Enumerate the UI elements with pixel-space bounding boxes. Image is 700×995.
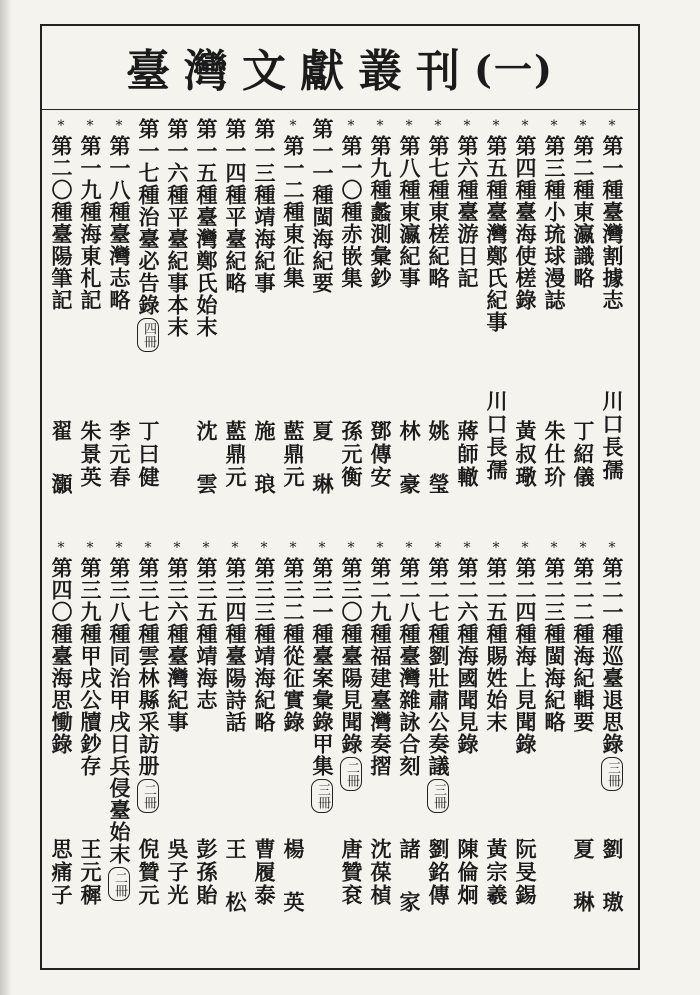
catalog-entry (394, 118, 424, 533)
volume-count-note: 三冊 (311, 779, 333, 813)
catalog-entry (220, 540, 250, 960)
entry-title: *第四〇種臺海思慟錄 (49, 540, 74, 755)
catalog-entry (220, 118, 250, 533)
catalog-entry (75, 118, 105, 533)
entry-author: 沈雲 (194, 420, 219, 526)
entry-author: 林豪 (397, 420, 422, 526)
title-text: 臺灣文獻叢刊 (126, 45, 475, 97)
entry-title: *第二八種臺灣雜詠合刻 (397, 540, 422, 777)
entry-title: *第二種東瀛識略 (571, 118, 596, 289)
entry-title: 第一一種閩海紀要 (310, 118, 335, 294)
entry-author: 沈葆楨 (368, 838, 393, 907)
catalog-entry (365, 540, 395, 960)
catalog-entry (423, 540, 453, 960)
entry-author: 川口長孺 (484, 390, 509, 482)
entry-author: 翟灝 (49, 420, 74, 526)
entry-title: *第二一種巡臺退思錄 (600, 540, 625, 755)
entry-title: *第三六種臺灣紀事 (165, 540, 190, 733)
entry-title: *第八種東瀛紀事 (397, 118, 422, 289)
entry-title: *第二三種閩海紀略 (542, 540, 567, 733)
entry-author: 彭孫貽 (194, 838, 219, 907)
entry-title: *第二二種海紀輯要 (571, 540, 596, 733)
catalog-entry (336, 118, 366, 533)
volume-count-note: 四冊 (137, 318, 159, 352)
catalog-entry (568, 540, 598, 960)
entry-title: *第一二種東征集 (281, 118, 306, 289)
catalog-entry (510, 540, 540, 960)
catalog-entry (278, 540, 308, 960)
catalog-entry (162, 540, 192, 960)
entry-title: *第四種臺海使槎錄 (513, 118, 538, 311)
entry-title: 第一四種平臺紀略 (223, 118, 248, 294)
entry-title: 第一七種治臺必告錄 (136, 118, 161, 316)
upper-list (40, 118, 640, 533)
entry-title: *第三七種雲林縣采訪册 (136, 540, 161, 777)
entry-title: *第六種臺游日記 (455, 118, 480, 289)
entry-title: *第三種小琉球漫誌 (542, 118, 567, 311)
entry-author: 姚瑩 (426, 420, 451, 526)
catalog-entry (568, 118, 598, 533)
entry-author: 楊英 (281, 838, 306, 944)
entry-author: 朱景英 (78, 420, 103, 489)
entry-author: 施琅 (252, 420, 277, 526)
catalog-entry (336, 540, 366, 960)
catalog-entry (104, 540, 134, 960)
entry-title: *第二七種劉壯肅公奏議 (426, 540, 451, 777)
catalog-entry (365, 118, 395, 533)
entry-author: 藍鼎元 (281, 420, 306, 489)
entry-title: *第三一種臺案彙錄甲集 (310, 540, 335, 777)
catalog-entry (539, 540, 569, 960)
catalog-entry (162, 118, 192, 533)
entry-author: 陳倫炯 (455, 838, 480, 907)
catalog-entry (278, 118, 308, 533)
entry-author: 孫元衡 (339, 420, 364, 489)
entry-title: *第三九種甲戌公牘鈔存 (78, 540, 103, 777)
catalog-entry (597, 118, 627, 533)
entry-author: 劉銘傳 (426, 838, 451, 907)
entry-author: 朱仕玠 (542, 420, 567, 489)
catalog-entry (452, 118, 482, 533)
entry-author: 鄧傳安 (368, 420, 393, 489)
entry-author: 丁紹儀 (571, 420, 596, 489)
entry-title: *第二六種海國聞見錄 (455, 540, 480, 755)
entry-author: 劉璈 (600, 838, 625, 944)
catalog-entry (394, 540, 424, 960)
catalog-entry (539, 118, 569, 533)
catalog-entry (46, 540, 76, 960)
entry-author: 思痛子 (49, 838, 74, 907)
entry-title: *第九種蠡測彙鈔 (368, 118, 393, 289)
volume-count-note: 二冊 (108, 867, 130, 901)
catalog-entry (133, 118, 163, 533)
entry-author: 蔣師轍 (455, 420, 480, 489)
catalog-entry (597, 540, 627, 960)
volume-number: (一) (474, 47, 554, 92)
volume-count-note: 三冊 (601, 757, 623, 791)
volume-count-note: 三冊 (427, 779, 449, 813)
entry-title: *第三二種從征實錄 (281, 540, 306, 733)
volume-count-note: 二冊 (137, 779, 159, 813)
catalog-entry (481, 118, 511, 533)
entry-title: *第三〇種臺陽見聞錄 (339, 540, 364, 755)
catalog-entry (46, 118, 76, 533)
entry-author: 黃叔璥 (513, 420, 538, 489)
catalog-entry (191, 540, 221, 960)
catalog-entry (423, 118, 453, 533)
entry-author: 王松 (223, 838, 248, 944)
catalog-entry (133, 540, 163, 960)
catalog-entry (249, 118, 279, 533)
volume-count-note: 二冊 (340, 757, 362, 791)
entry-title: *第七種東槎紀略 (426, 118, 451, 289)
entry-title: *第二五種賜姓始末 (484, 540, 509, 733)
entry-author: 李元春 (107, 420, 132, 489)
entry-author: 阮旻錫 (513, 838, 538, 907)
entry-title: *第三四種臺陽詩話 (223, 540, 248, 733)
entry-author: 夏琳 (571, 838, 596, 944)
catalog-entry (307, 540, 337, 960)
entry-title: *第五種臺灣鄭氏紀事 (484, 118, 509, 333)
entry-title: *第一九種海東札記 (78, 118, 103, 311)
page-title (40, 24, 640, 110)
entry-title: *第二九種福建臺灣奏摺 (368, 540, 393, 777)
entry-title: *第三八種同治甲戌日兵侵臺始末 (107, 540, 132, 865)
entry-author: 王元穉 (78, 838, 103, 907)
entry-author: 川口長孺 (600, 390, 625, 482)
catalog-entry (452, 540, 482, 960)
catalog-entry (481, 540, 511, 960)
catalog-entry (510, 118, 540, 533)
catalog-entry (75, 540, 105, 960)
binding-shadow (0, 0, 12, 995)
lower-list (40, 540, 640, 960)
entry-author: 藍鼎元 (223, 420, 248, 489)
entry-title: *第二四種海上見聞錄 (513, 540, 538, 755)
entry-author: 唐贊袞 (339, 838, 364, 907)
catalog-entry (307, 118, 337, 533)
catalog-entry (249, 540, 279, 960)
entry-title: 第一三種靖海紀事 (252, 118, 277, 294)
entry-title: *第二〇種臺陽筆記 (49, 118, 74, 311)
entry-author: 諸家 (397, 838, 422, 944)
catalog-entry (104, 118, 134, 533)
entry-title: *第三五種靖海志 (194, 540, 219, 711)
entry-title: *第三三種靖海紀略 (252, 540, 277, 733)
entry-author: 夏琳 (310, 420, 335, 526)
entry-author: 吳子光 (165, 838, 190, 907)
entry-author: 黃宗羲 (484, 838, 509, 907)
entry-title: 第一六種平臺紀事本末 (165, 118, 190, 338)
entry-author: 倪贊元 (136, 838, 161, 907)
entry-title: *第一種臺灣割據志 (600, 118, 625, 311)
entry-author: 曹履泰 (252, 838, 277, 907)
catalog-entry (191, 118, 221, 533)
entry-title: *第一〇種赤嵌集 (339, 118, 364, 289)
entry-title: *第一八種臺灣志略 (107, 118, 132, 311)
entry-title: 第一五種臺灣鄭氏始末 (194, 118, 219, 338)
entry-author: 丁曰健 (136, 420, 161, 489)
